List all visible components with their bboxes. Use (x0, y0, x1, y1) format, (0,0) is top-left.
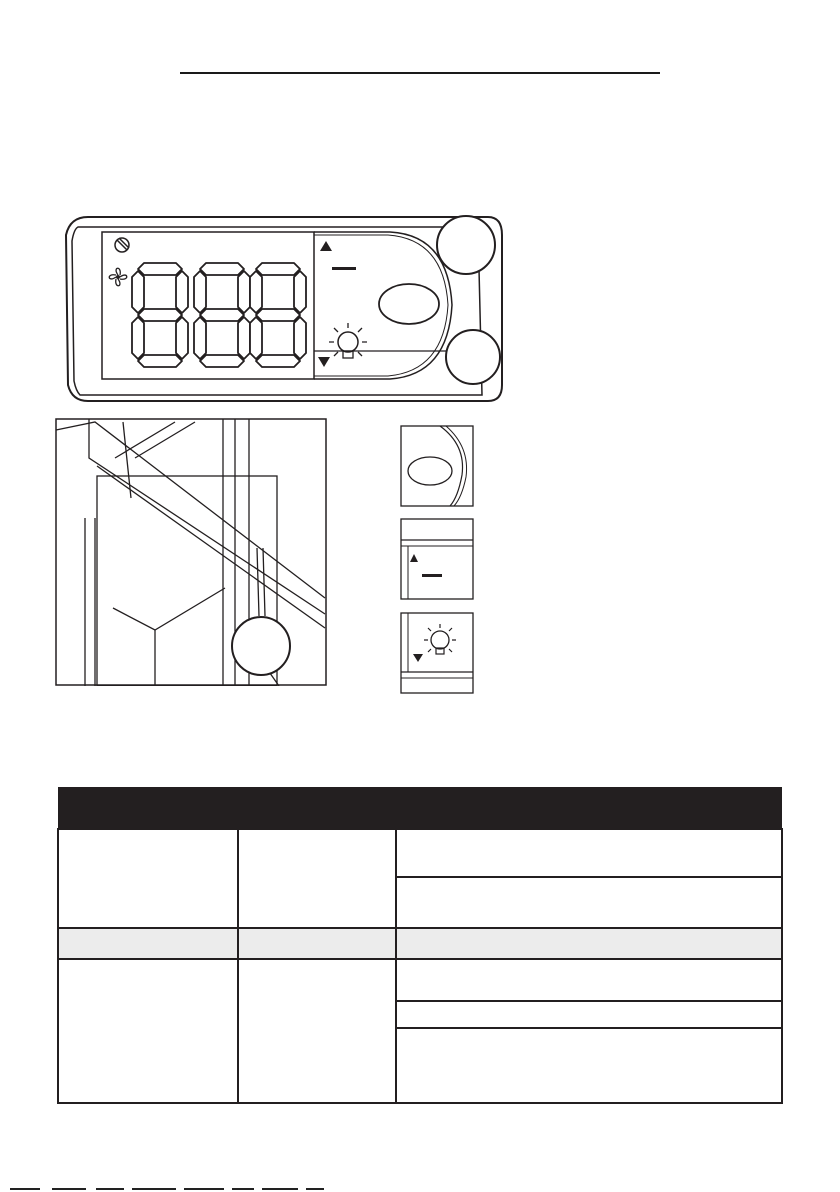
minus-icon (422, 574, 442, 577)
table-header-row (58, 787, 782, 829)
detail-light-down (400, 612, 474, 694)
table-row (58, 959, 782, 1001)
table-cell (396, 928, 782, 959)
table-cell (396, 959, 782, 1001)
minus-icon (332, 267, 356, 270)
oval-button-icon (408, 457, 452, 485)
table-cell (396, 829, 782, 877)
table-cell (58, 928, 238, 959)
table-cell (238, 959, 396, 1103)
table-row (58, 928, 782, 959)
bottom-round-button[interactable] (446, 330, 500, 384)
table-cell (396, 1028, 782, 1103)
center-oval-button[interactable] (379, 284, 439, 324)
detail-up-minus (400, 518, 474, 600)
control-panel-figure (50, 205, 510, 415)
table-cell (238, 829, 396, 928)
table-header-cell (396, 787, 782, 829)
table-header-cell (238, 787, 396, 829)
table-cell (238, 928, 396, 959)
table-cell (58, 829, 238, 928)
spec-table (57, 787, 783, 1104)
installation-photo (55, 418, 327, 686)
table-header-cell (58, 787, 238, 829)
detail-oval-button (400, 425, 474, 507)
table-cell (396, 1001, 782, 1028)
table-cell (396, 877, 782, 928)
table-cell (58, 959, 238, 1103)
table-row (58, 829, 782, 877)
footer-strip (0, 1186, 840, 1192)
sensor-probe-callout (232, 617, 290, 675)
heading-rule (180, 72, 660, 74)
top-round-button[interactable] (437, 216, 495, 274)
